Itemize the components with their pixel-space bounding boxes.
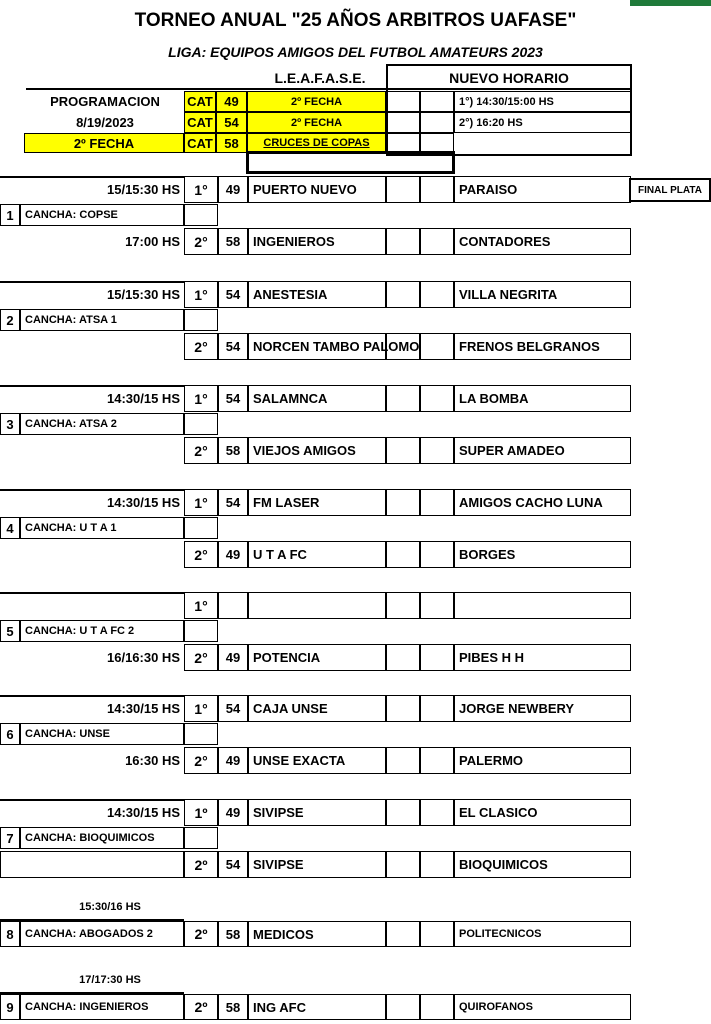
match-time: 17:00 HS — [125, 234, 180, 249]
match-category: 54 — [218, 695, 248, 722]
match-time — [0, 541, 184, 568]
score-box-home — [386, 228, 420, 255]
away-team: CONTADORES — [454, 228, 631, 255]
score-box-away — [420, 921, 454, 947]
cat-label: CAT — [184, 133, 216, 153]
score-box-away — [420, 333, 454, 360]
score-box-home — [386, 695, 420, 722]
page-subtitle: LIGA: EQUIPOS AMIGOS DEL FUTBOL AMATEURS 2023 — [168, 44, 543, 60]
match-order: 2° — [184, 644, 218, 671]
home-team — [248, 592, 386, 619]
cancha-label: CANCHA: U T A FC 2 — [20, 620, 184, 642]
nuevo-horario-label: NUEVO HORARIO — [449, 70, 569, 86]
match-category: 58 — [218, 921, 248, 947]
page-title: TORNEO ANUAL "25 AÑOS ARBITROS UAFASE" — [134, 10, 577, 31]
score-box-home — [386, 994, 420, 1020]
empty-highlight-box — [246, 151, 455, 174]
cancha-label: CANCHA: INGENIEROS — [20, 994, 184, 1020]
score-box-home — [386, 333, 420, 360]
home-team: FM LASER — [248, 489, 386, 516]
match-order: 2º — [184, 851, 218, 878]
home-team: SIVIPSE — [248, 799, 386, 826]
match-order: 1° — [184, 385, 218, 412]
date-label: 8/19/2023 — [76, 114, 134, 130]
block-number: 7 — [0, 827, 20, 849]
away-team: PALERMO — [454, 747, 631, 774]
match-category: 49 — [218, 176, 248, 203]
empty-cell — [184, 204, 218, 226]
empty-cell — [184, 413, 218, 435]
block-number: 3 — [0, 413, 20, 435]
empty-cell — [184, 309, 218, 331]
match-time: 16/16:30 HS — [107, 650, 180, 665]
spreadsheet-accent-bar — [630, 0, 711, 6]
empty-cell — [184, 827, 218, 849]
home-team: SALAMNCA — [248, 385, 386, 412]
match-category: 54 — [218, 385, 248, 412]
score-box-home — [386, 921, 420, 947]
match-time: 16:30 HS — [125, 753, 180, 768]
match-category — [218, 592, 248, 619]
score-box-home — [386, 644, 420, 671]
match-time — [0, 333, 184, 360]
block-number: 2 — [0, 309, 20, 331]
match-order: 1° — [184, 695, 218, 722]
away-team: BIOQUIMICOS — [454, 851, 631, 878]
away-team: LA BOMBA — [454, 385, 631, 412]
horario-value: 2°) 16:20 HS — [454, 112, 632, 133]
block-number: 8 — [0, 921, 20, 947]
score-box-home — [386, 281, 420, 308]
match-category: 49 — [218, 799, 248, 826]
home-team: MEDICOS — [248, 921, 386, 947]
match-order: 2° — [184, 541, 218, 568]
away-team: PIBES H H — [454, 644, 631, 671]
match-time: 14:30/15 HS — [107, 805, 180, 820]
away-team: AMIGOS CACHO LUNA — [454, 489, 631, 516]
score-box-away — [420, 176, 454, 203]
match-category: 54 — [218, 851, 248, 878]
horario-value: 1°) 14:30/15:00 HS — [454, 91, 632, 112]
score-box-home — [386, 489, 420, 516]
score-box-away — [420, 851, 454, 878]
score-box-away — [420, 228, 454, 255]
home-team: VIEJOS AMIGOS — [248, 437, 386, 464]
match-category: 49 — [218, 541, 248, 568]
org-label: L.E.A.F.A.S.E. — [274, 70, 366, 86]
match-time: 14:30/15 HS — [107, 701, 180, 716]
match-category: 54 — [218, 281, 248, 308]
home-team: POTENCIA — [248, 644, 386, 671]
match-order: 2° — [184, 333, 218, 360]
fecha-label: 2º FECHA — [24, 133, 184, 153]
score-box-away — [420, 437, 454, 464]
home-team: CAJA UNSE — [248, 695, 386, 722]
home-team: ING AFC — [248, 994, 386, 1020]
match-category: 54 — [218, 489, 248, 516]
cancha-label: CANCHA: ABOGADOS 2 — [20, 921, 184, 947]
empty-cell — [184, 620, 218, 642]
score-box-home — [386, 851, 420, 878]
match-time — [0, 851, 184, 878]
away-team: VILLA NEGRITA — [454, 281, 631, 308]
cat-value: 49 — [216, 91, 247, 112]
score-box-home — [386, 747, 420, 774]
cancha-label: CANCHA: ATSA 1 — [20, 309, 184, 331]
cat-value: 54 — [216, 112, 247, 133]
block-number: 9 — [0, 994, 20, 1020]
match-category: 49 — [218, 644, 248, 671]
cancha-label: CANCHA: U T A 1 — [20, 517, 184, 539]
match-order: 2º — [184, 994, 218, 1020]
match-order: 2° — [184, 747, 218, 774]
match-category: 58 — [218, 994, 248, 1020]
score-box-away — [420, 644, 454, 671]
score-box-home — [386, 437, 420, 464]
score-box-away — [420, 695, 454, 722]
match-time — [0, 592, 184, 619]
match-category: 58 — [218, 228, 248, 255]
match-time: 15/15:30 HS — [107, 182, 180, 197]
cancha-label: CANCHA: BIOQUIMICOS — [20, 827, 184, 849]
match-order: 1° — [184, 281, 218, 308]
block-number: 4 — [0, 517, 20, 539]
match-order: 2° — [184, 228, 218, 255]
home-team: ANESTESIA — [248, 281, 386, 308]
match-order: 1° — [184, 176, 218, 203]
cat-label: CAT — [184, 112, 216, 133]
home-team: U T A FC — [248, 541, 386, 568]
score-box-away — [420, 747, 454, 774]
away-team: FRENOS BELGRANOS — [454, 333, 631, 360]
home-team: UNSE EXACTA — [248, 747, 386, 774]
home-team: SIVIPSE — [248, 851, 386, 878]
score-box-home — [386, 592, 420, 619]
match-order: 2º — [184, 921, 218, 947]
away-team: POLITECNICOS — [454, 921, 631, 947]
score-box-away — [420, 592, 454, 619]
away-team: SUPER AMADEO — [454, 437, 631, 464]
match-time: 17/17:30 HS — [79, 974, 141, 986]
cat-value: 58 — [216, 133, 247, 153]
home-team: PUERTO NUEVO — [248, 176, 386, 203]
away-team: QUIROFANOS — [454, 994, 631, 1020]
match-category: 58 — [218, 437, 248, 464]
match-order: 2° — [184, 437, 218, 464]
score-box-away — [420, 281, 454, 308]
match-time: 15/15:30 HS — [107, 287, 180, 302]
match-time: 14:30/15 HS — [107, 391, 180, 406]
cat-fecha: 2º FECHA — [247, 91, 386, 112]
score-box-away — [420, 994, 454, 1020]
match-order: 1º — [184, 799, 218, 826]
score-box-home — [386, 385, 420, 412]
score-box-away — [420, 489, 454, 516]
away-team: EL CLASICO — [454, 799, 631, 826]
cat-fecha: 2º FECHA — [247, 112, 386, 133]
score-box-away — [420, 541, 454, 568]
block-number: 1 — [0, 204, 20, 226]
home-team: INGENIEROS — [248, 228, 386, 255]
cat-label: CAT — [184, 91, 216, 112]
score-box-away — [420, 385, 454, 412]
away-team — [454, 592, 631, 619]
match-order: 1° — [184, 489, 218, 516]
match-order: 1° — [184, 592, 218, 619]
block-number: 6 — [0, 723, 20, 745]
score-box-home — [386, 541, 420, 568]
home-team: NORCEN TAMBO PALOMO — [248, 333, 386, 360]
score-box-home — [386, 799, 420, 826]
block-number: 5 — [0, 620, 20, 642]
away-team: BORGES — [454, 541, 631, 568]
score-box-home — [386, 176, 420, 203]
cancha-label: CANCHA: COPSE — [20, 204, 184, 226]
cat-fecha: CRUCES DE COPAS — [247, 133, 386, 153]
empty-cell — [184, 723, 218, 745]
match-time: 14:30/15 HS — [107, 495, 180, 510]
empty-cell — [184, 517, 218, 539]
match-category: 49 — [218, 747, 248, 774]
match-time: 15:30/16 HS — [79, 901, 141, 913]
match-category: 54 — [218, 333, 248, 360]
away-team: JORGE NEWBERY — [454, 695, 631, 722]
cancha-label: CANCHA: UNSE — [20, 723, 184, 745]
match-time — [0, 437, 184, 464]
cancha-label: CANCHA: ATSA 2 — [20, 413, 184, 435]
final-plata-label: FINAL PLATA — [629, 178, 711, 202]
programacion-label: PROGRAMACION — [50, 93, 160, 109]
away-team: PARAISO — [454, 176, 631, 203]
score-box-away — [420, 799, 454, 826]
